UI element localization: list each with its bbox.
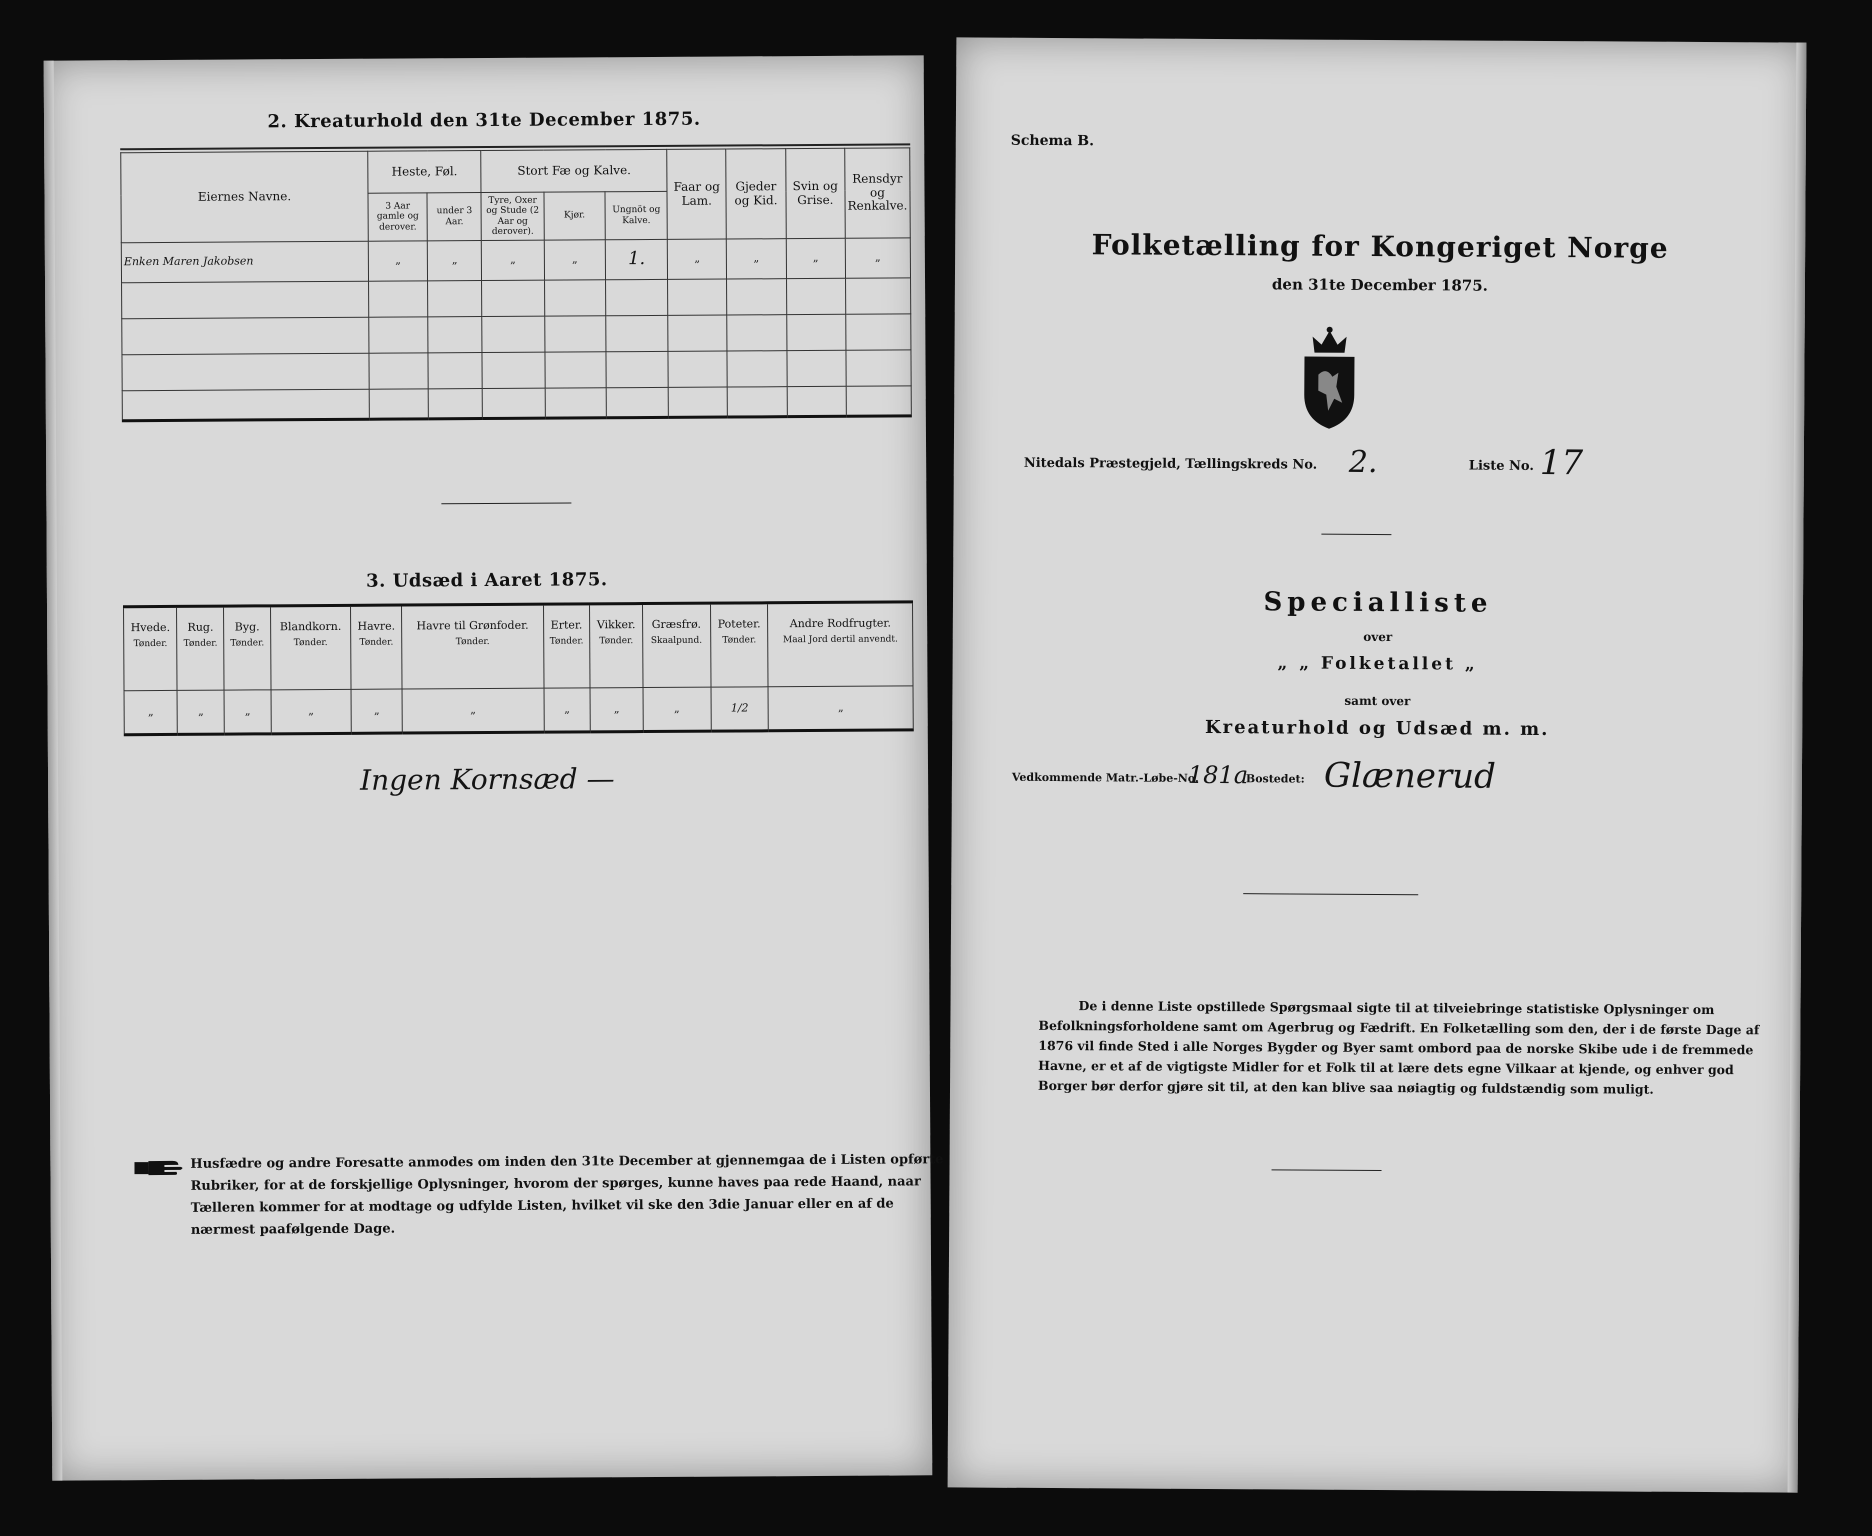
table-row [122,314,911,355]
sheep-cell: „ [668,239,727,279]
notice-text: Husfædre og andre Foresatte anmodes om inden den 31te December at gjennemgaa de i Listen opførte Rubriker, for at de forskjellige Oplysninger, hvorom der spørges, kunne haves paa rede Haand, naar Tælleren kommer for at modtage og udfylde Listen, hvilket vil ske den 3die Januar eller en af de nærmest paafølgende Dage. [190,1152,944,1238]
samt-over-label: samt over [1344,693,1411,709]
seed-unit-label: Tønder. [455,636,490,647]
table-row [122,278,911,319]
handwritten-note: Ingen Kornsæd — [359,762,615,797]
seed-unit-label: Tønder. [722,635,757,646]
horses-header: Heste, Føl. [368,151,482,194]
seed-unit-label: Tønder. [183,638,218,649]
seed-value-cell: „ [768,686,913,731]
divider [441,502,571,504]
seed-value-cell: „ [544,688,591,732]
seed-header-cell [590,604,643,688]
seed-header-cell [710,603,768,687]
section3-title: 3. Udsæd i Aaret 1875. [366,569,608,592]
seed-header-cell [177,606,224,690]
census-date: den 31te December 1875. [1271,275,1488,295]
seed-unit-label: Tønder. [230,638,265,649]
horses-young-cell: „ [428,241,482,281]
seed-crop-label: Havre. [357,619,396,633]
matr-number: 181a [1187,760,1249,790]
calves-cell: 1. [606,239,668,279]
seed-header-cell [543,604,590,688]
seed-value-cell: „ [590,688,643,732]
census-title: Folketælling for Kongeriget Norge [1091,228,1669,265]
cattle-header: Stort Fæ og Kalve. [481,149,667,192]
seed-crop-label: Poteter. [717,617,761,631]
livestock-table [120,147,912,422]
matr-label: Vedkommende Matr.-Løbe-No. [1011,770,1199,785]
left-page-edge [44,61,63,1481]
liste-number: 17 [1539,442,1584,484]
divider [1321,534,1391,535]
pointing-hand-icon [134,1158,184,1178]
divider [1243,893,1418,895]
over-label: over [1363,629,1393,645]
coat-of-arms-icon [1294,324,1365,434]
bulls-cell: „ [482,240,545,280]
calves-header: Ungnöt og Kalve. [605,191,667,239]
seed-header-cell [642,603,710,687]
seed-unit-label: Maal Jord dertil anvendt. [782,634,898,645]
horses-young-header: under 3 Aar. [427,193,481,241]
pigs-header: Svin og Grise. [785,148,845,238]
seed-unit-label: Tønder. [133,638,168,649]
right-page [948,37,1807,1492]
seed-unit-label: Tønder. [293,637,328,648]
seed-value-cell: „ [402,688,543,733]
cows-header: Kjør. [544,192,606,240]
seed-crop-label: Andre Rodfrugter. [789,616,892,631]
pigs-cell: „ [786,238,845,278]
table-row [121,238,910,283]
cows-cell: „ [544,240,606,280]
goats-header: Gjeder og Kid. [726,149,786,239]
seed-crop-label: Havre til Grønfoder. [416,618,529,633]
seed-table [123,600,914,736]
divider [1272,1169,1382,1171]
seed-unit-label: Skaalpund. [650,635,703,646]
seed-unit-label: Tønder. [359,637,394,648]
owner-header: Eiernes Navne. [121,151,369,243]
seed-header-cell [402,604,544,689]
kreaturhold-label: Kreaturhold og Udsæd m. m. [1204,716,1550,741]
bulls-header: Tyre, Oxer og Stude (2 Aar og derover). [481,192,544,240]
seed-value-row [124,686,913,735]
folketallet-label: „ „ Folketallet „ [1277,653,1478,675]
seed-value-cell: „ [124,690,178,734]
parish-label: Nitedals Præstegjeld, Tællingskreds No. [1023,455,1318,473]
table-row [122,386,911,421]
seed-crop-label: Vikker. [596,618,636,632]
seed-crop-label: Græsfrø. [651,617,702,631]
seed-crop-label: Byg. [234,620,260,634]
seed-crop-label: Blandkorn. [279,619,342,634]
seed-unit-label: Tønder. [599,635,634,646]
left-page [44,55,944,1480]
bosted-value: Glænerud [1323,755,1496,797]
seed-header-cell [124,606,178,690]
owner-cell: Enken Maren Jakobsen [121,241,368,283]
seed-crop-label: Hvede. [130,620,171,635]
tellingskreds-number: 2. [1348,444,1378,480]
seed-value-cell: „ [224,690,271,734]
horses-adult-header: 3 Aar gamle og derover. [368,193,428,241]
seed-crop-label: Rug. [187,620,214,634]
seed-header-cell [768,602,913,687]
seed-header-cell [270,605,351,689]
seed-value-cell: 1/2 [711,687,769,731]
schema-label: Schema B. [1010,132,1095,150]
footer-text: De i denne Liste opstillede Spørgsmaal sigte til at tilveiebringe statistiske Oplysninger om Befolkningsforholdene samt om Agerbrug og Fædrift. En Folketælling som den, der i de første Dage af 1876 vil finde Sted i alle Norges Bygder og Byer samt ombord paa de norske Skibe ude i de fremmede Havne, er et af de vigtigste Midler for et Folk til at lære dets egne Vilkaar at kjende, og enhver god Borger bør derfor gjøre sit til, at den kan blive saa nøiagtig og fuldstændig som muligt. [1037,998,1760,1097]
section2-title: 2. Kreaturhold den 31te December 1875. [267,108,701,133]
table-row [122,350,911,391]
specialliste-title: Specialliste [1263,587,1493,619]
reindeer-header: Rensdyr og Renkalve. [845,148,911,238]
seed-header-cell [224,606,271,690]
goats-cell: „ [727,239,787,279]
seed-header-row [124,602,913,691]
liste-label: Liste No. [1468,458,1534,474]
seed-crop-label: Erter. [550,618,583,632]
seed-value-cell: „ [643,687,711,731]
seed-value-cell: „ [271,689,351,733]
sheep-header: Faar og Lam. [667,149,727,239]
bosted-label: Bostedet: [1245,772,1305,786]
reindeer-cell: „ [845,238,910,278]
seed-value-cell: „ [177,690,224,734]
horses-adult-cell: „ [368,241,428,281]
seed-value-cell: „ [351,689,403,733]
seed-unit-label: Tønder. [549,636,584,647]
seed-header-cell [350,605,402,689]
